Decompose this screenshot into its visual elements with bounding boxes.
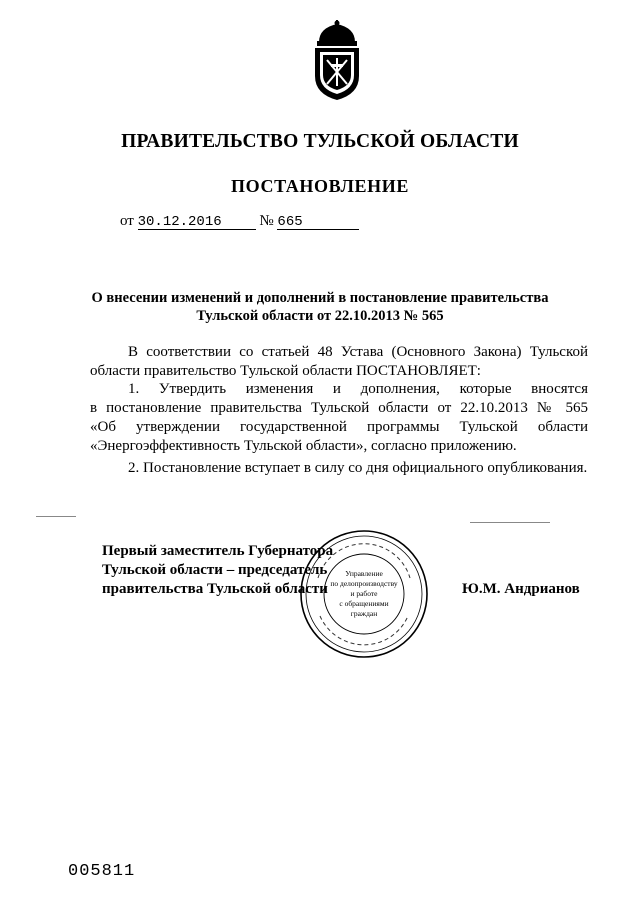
clause-line: «Энергоэффективность Тульской области», согласно приложению.: [90, 438, 517, 454]
scan-artifact: [470, 522, 550, 523]
subject-heading: [0, 289, 640, 325]
document-date: 30.12.2016: [137, 214, 222, 230]
coat-of-arms-emblem: [305, 20, 369, 102]
paragraph-text: 2. Постановление вступает в силу со дня официального опубликования.: [128, 460, 588, 476]
number-label: №: [259, 213, 274, 229]
stamp-text: граждан: [350, 609, 378, 618]
date-number-line: [120, 213, 359, 230]
clause-1-paragraph: [90, 380, 588, 456]
official-stamp: [298, 528, 430, 660]
serial-number: 005811: [68, 862, 136, 881]
stamp-text: Управление: [345, 569, 383, 578]
paragraph-text: В соответствии со статьей 48 Устава (Основного Закона) Тульской области правительство Тульской области ПОСТАНОВЛЯЕТ:: [90, 344, 588, 379]
date-label: от: [120, 213, 134, 229]
clause-2-paragraph: [90, 459, 588, 478]
scan-artifact: [36, 516, 76, 517]
signer-title-line: правительства Тульской области: [102, 581, 328, 597]
clause-line: 1. Утвердить изменения и дополнения, которые вносятся: [128, 381, 588, 397]
document-type: ПОСТАНОВЛЕНИЕ: [231, 176, 409, 196]
clause-line: в постановление правительства Тульской области от 22.10.2013 № 565: [90, 400, 588, 416]
subject-line: Тульской области от 22.10.2013 № 565: [196, 308, 444, 324]
preamble-paragraph: [90, 343, 588, 381]
stamp-text: с обращениями: [339, 599, 389, 608]
signer-name: Ю.М. Андрианов: [462, 581, 580, 597]
stamp-text: по делопроизводству: [330, 579, 398, 588]
signer-title-line: Первый заместитель Губернатора: [102, 543, 334, 559]
organization-title: ПРАВИТЕЛЬСТВО ТУЛЬСКОЙ ОБЛАСТИ: [121, 131, 519, 152]
document-number: 665: [277, 214, 303, 230]
clause-line: «Об утверждении государственной программы Тульской области: [90, 419, 588, 435]
signer-title-line: Тульской области – председатель: [102, 562, 328, 578]
subject-line: О внесении изменений и дополнений в постановление правительства: [91, 290, 549, 306]
stamp-text: и работе: [350, 589, 378, 598]
